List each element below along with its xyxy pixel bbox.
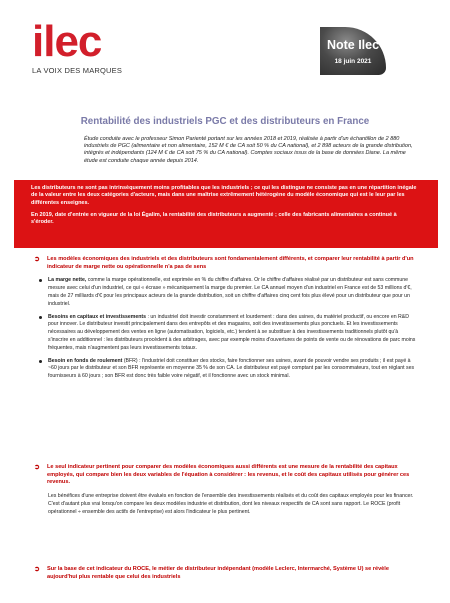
list-item	[34, 277, 419, 308]
section-heading-text: Le seul indicateur pertinent pour comparer des modèles économiques aussi différents est une mesure de la rentabilité des capitaux employés, qui compare bien les deux variables de l'équation à considérer : les revenus, et le coût des capitaux utilisés pour générer ces revenus.	[47, 464, 410, 486]
bullet-text: (BFR) : l'industriel doit constituer des stocks, faire fonctionner ses usines, avant de pouvoir vendre ses produits ; il est payé à ~60 jours par le distributeur et son BFR représente en moyenne 35 % de son CA. Le distributeur est payé comptant par les consommateurs, tout en réglant ses fournisseurs à 60 jours ; son BFR est donc très faible voire négatif, et il fonctionne avec un stock minimal.	[48, 357, 415, 380]
intro-paragraph: Étude conduite avec le professeur Simon Parienté portant sur les années 2018 et 2019, réalisée à partir d'un échantillon de 2 880 industriels de PGC (alimentaire et non alimentaire, 152 M € de CA soit 50 % du CA national), et 2 898 acteurs de la grande distribution, intégrés et indépendants (124 M € de CA soit 75 % du CA national). Comptes sociaux issus de la base de données Diane. La même étude est conduite chaque année depuis 2014.	[84, 136, 413, 164]
badge-date: 18 juin 2021	[334, 58, 372, 65]
section-roce-indicator	[34, 464, 419, 517]
document-title: Rentabilité des industriels PGC et des distributeurs en France	[80, 116, 370, 127]
section-models	[34, 256, 419, 386]
bullet-list	[34, 277, 419, 381]
section-paragraph: Les bénéfices d'une entreprise doivent être évalués en fonction de l'ensemble des investissements réalisés et du coût des capitaux employés pour les financer. C'est d'autant plus vrai lorsqu'on compare les deux modèles industrie et distribution, dont les niveaux respectifs de CA sont sans rapport. Le ROCE (profit opérationnel ÷ ensemble des actifs de l'entreprise) est alors l'indicateur le plus pertinent.	[48, 493, 414, 515]
section-heading	[34, 464, 419, 487]
logo-tagline: LA VOIX DES MARQUES	[32, 66, 123, 75]
bullet-lead: Besoins en capitaux et investissements	[48, 313, 147, 320]
section-heading	[34, 256, 419, 271]
section-heading-text: Les modèles économiques des industriels et des distributeurs sont fondamentalement différents, et comparer leur rentabilité à partir d'un indicateur de marge nette ou opérationnelle n'a pas de sens	[47, 256, 414, 270]
list-item	[34, 314, 419, 353]
arrow-icon: ➲	[34, 464, 40, 471]
logo-wordmark: ilec	[32, 17, 102, 66]
bullet-lead: Besoin en fonds de roulement	[48, 357, 123, 364]
badge-title: Note Ilec	[326, 38, 380, 52]
ilec-logo	[32, 17, 142, 75]
arrow-icon: ➲	[34, 566, 40, 573]
key-findings-banner	[14, 180, 438, 248]
bullet-text: : un industriel doit investir constamment et lourdement : dans des usines, du matériel productif, ou encore en R&D pour innover. Le distributeur investit principalement dans des entrepôts et des magasins, soit des investissements plus ponctuels. Et les investissements nécessaires au développement des ventes en ligne (automatisation, logiciels, etc.) tendent à se substituer à des investissements traditionnels plutôt qu'à s'inscrire en additionnel : les distributeurs procèdent à des arbitrages, avec par exemple moins d'ouvertures de points de vente ou de rénovations de parc moins fréquentes, mais n'augmentent pas leurs investissements totaux.	[48, 313, 416, 351]
section-heading-text: Sur la base de cet indicateur du ROCE, le métier de distributeur indépendant (modèle Leclerc, Intermarché, Système U) se révèle aujourd'hui plus rentable que celui des industriels	[47, 566, 389, 580]
bullet-text: comme la marge opérationnelle, est exprimée en % du chiffre d'affaires. Or le chiffre d'affaires réalisé par un distributeur est sans commune mesure avec celui d'un industriel, ce qui « écrase » mécaniquement la marge du premier. Le CA annuel moyen d'un industriel en France est de 53 millions d'€, mais de 27 milliards d'€ pour les principaux acteurs de la grande distribution, soit un chiffre d'affaires cinq cent fois plus élevé pour un distributeur que pour un industriel.	[48, 277, 412, 307]
note-badge	[320, 27, 386, 75]
banner-paragraph-2: En 2019, date d'entrée en vigueur de la loi Égalim, la rentabilité des distributeurs a augmenté ; celle des fabricants alimentaires a continué à s'éroder.	[31, 211, 397, 226]
list-item	[34, 358, 419, 381]
banner-paragraph-1: Les distributeurs ne sont pas intrinsèquement moins profitables que les industriels ; ce qui les distingue ne consiste pas en une répartition inégale de la valeur entre les deux catégories d'acteurs, mais dans une maîtrise extrêmement hétérogène du modèle économique qui est le leur par les différentes enseignes.	[31, 185, 417, 206]
section-heading	[34, 566, 419, 581]
section-roce-result	[34, 566, 419, 581]
bullet-lead: La marge nette,	[48, 277, 87, 284]
arrow-icon: ➲	[34, 256, 40, 263]
